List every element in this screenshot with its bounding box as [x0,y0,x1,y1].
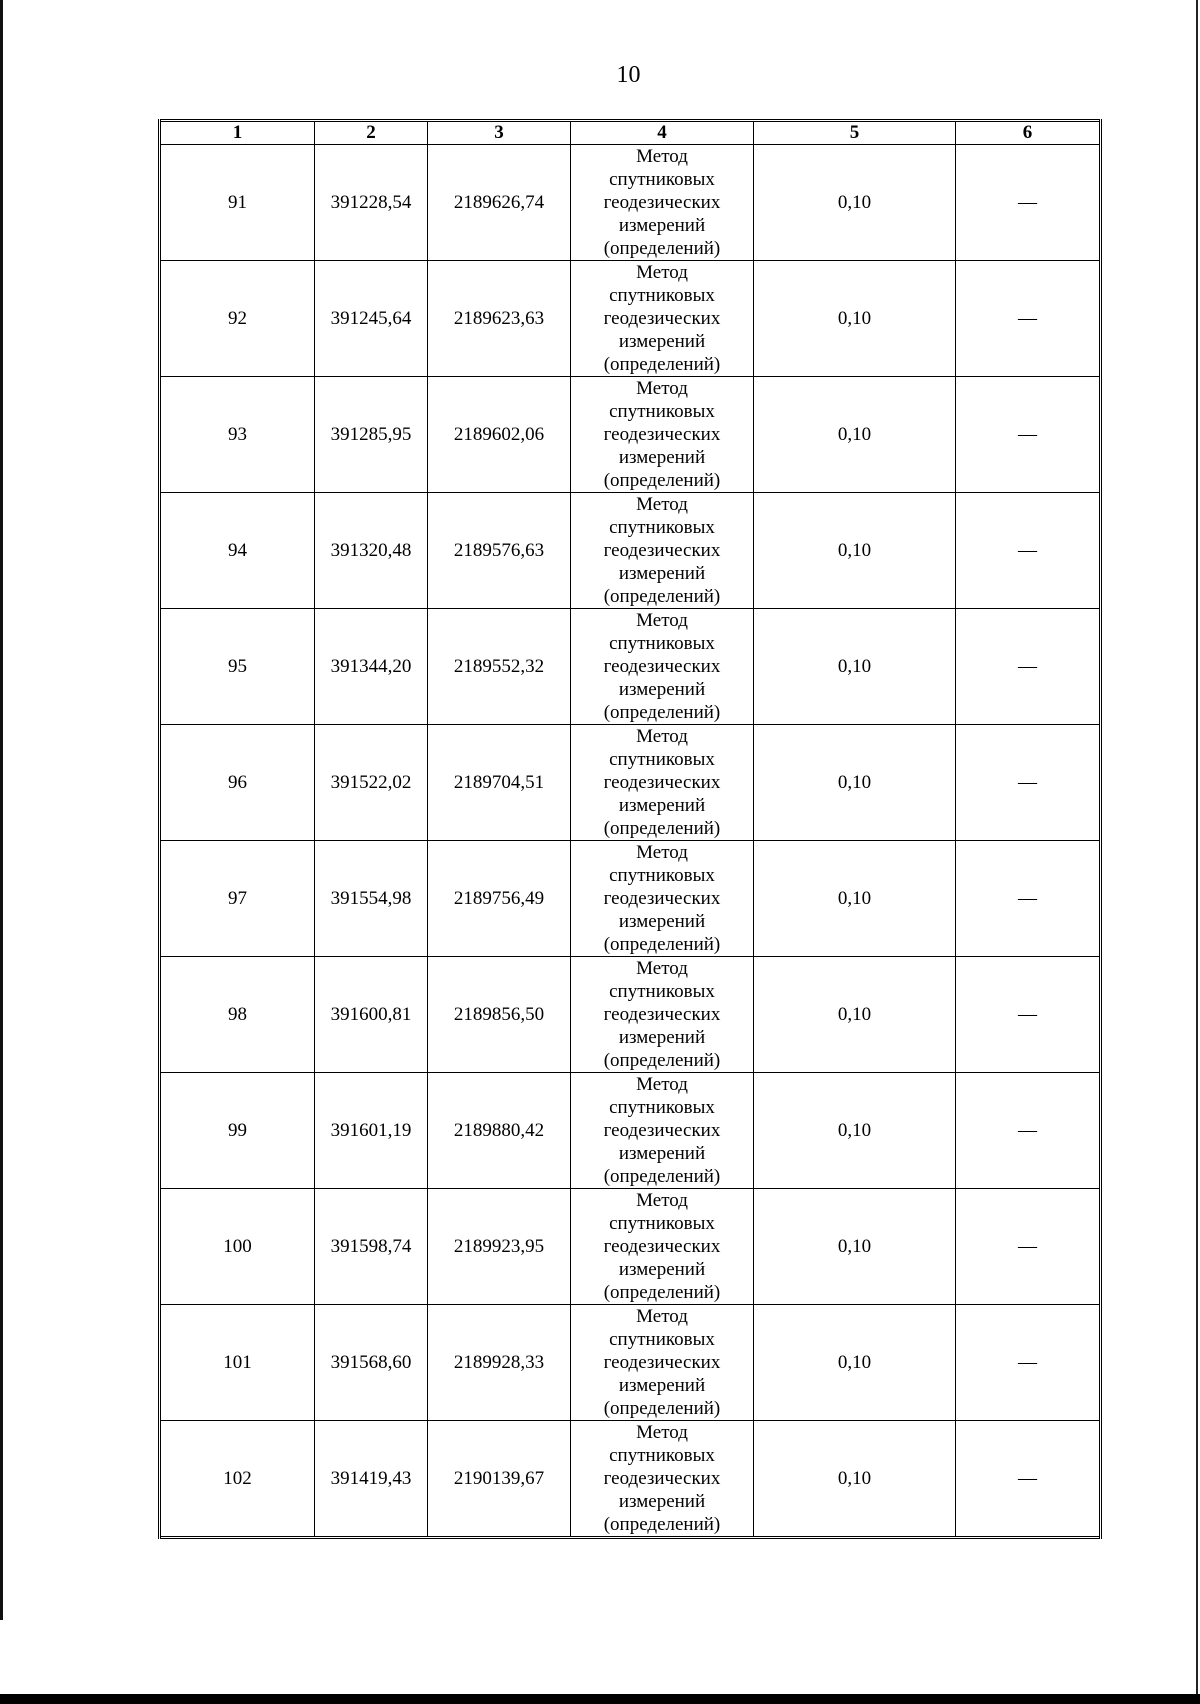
method-line: спутниковых [609,865,715,886]
point-number-cell: 100 [160,1189,315,1305]
method-line: Метод [636,146,688,167]
accuracy-cell: 0,10 [754,493,956,609]
table-row [160,261,1101,377]
header-col-1: 1 [160,121,315,145]
method-line: (определений) [603,238,721,259]
method-line: Метод [636,958,688,979]
y-coordinate-cell: 2189856,50 [428,957,571,1073]
method-line: измерений [618,1491,706,1512]
method-line: спутниковых [609,401,715,422]
method-line: геодезических [603,1004,721,1025]
method-cell [571,1189,754,1305]
x-coordinate-cell: 391245,64 [315,261,428,377]
method-line: Метод [636,1306,688,1327]
method-line: спутниковых [609,1329,715,1350]
note-cell: — [956,609,1101,725]
method-line: (определений) [603,1398,721,1419]
header-col-4: 4 [571,121,754,145]
table-header-row [160,121,1101,145]
table-row [160,841,1101,957]
point-number-cell: 101 [160,1305,315,1421]
y-coordinate-cell: 2189928,33 [428,1305,571,1421]
x-coordinate-cell: 391522,02 [315,725,428,841]
accuracy-cell: 0,10 [754,1421,956,1538]
method-line: спутниковых [609,749,715,770]
method-line: (определений) [603,586,721,607]
accuracy-cell: 0,10 [754,725,956,841]
scan-edge-right [1196,0,1198,1704]
header-col-3: 3 [428,121,571,145]
method-line: Метод [636,842,688,863]
method-line: измерений [618,447,706,468]
accuracy-cell: 0,10 [754,957,956,1073]
accuracy-cell: 0,10 [754,841,956,957]
table-row [160,1073,1101,1189]
method-line: (определений) [603,1282,721,1303]
method-line: спутниковых [609,1213,715,1234]
method-line: спутниковых [609,981,715,1002]
point-number-cell: 91 [160,145,315,261]
table-row [160,1421,1101,1538]
accuracy-cell: 0,10 [754,1189,956,1305]
point-number-cell: 93 [160,377,315,493]
method-line: геодезических [603,1352,721,1373]
method-line: (определений) [603,1050,721,1071]
method-line: спутниковых [609,169,715,190]
method-line: измерений [618,1259,706,1280]
method-line: измерений [618,1027,706,1048]
note-cell: — [956,261,1101,377]
table-row [160,1189,1101,1305]
y-coordinate-cell: 2189756,49 [428,841,571,957]
y-coordinate-cell: 2189602,06 [428,377,571,493]
method-cell [571,957,754,1073]
method-cell [571,261,754,377]
table-row [160,377,1101,493]
method-line: (определений) [603,702,721,723]
method-line: (определений) [603,934,721,955]
method-line: измерений [618,679,706,700]
method-line: геодезических [603,1468,721,1489]
accuracy-cell: 0,10 [754,1305,956,1421]
method-line: Метод [636,262,688,283]
y-coordinate-cell: 2189626,74 [428,145,571,261]
note-cell: — [956,957,1101,1073]
header-col-6: 6 [956,121,1101,145]
note-cell: — [956,841,1101,957]
method-line: (определений) [603,818,721,839]
table-row [160,725,1101,841]
method-line: спутниковых [609,285,715,306]
method-line: Метод [636,610,688,631]
y-coordinate-cell: 2189576,63 [428,493,571,609]
method-cell [571,1305,754,1421]
method-line: геодезических [603,540,721,561]
note-cell: — [956,1189,1101,1305]
method-line: геодезических [603,1236,721,1257]
table-row [160,1305,1101,1421]
point-number-cell: 94 [160,493,315,609]
x-coordinate-cell: 391228,54 [315,145,428,261]
method-line: спутниковых [609,633,715,654]
point-number-cell: 95 [160,609,315,725]
method-line: Метод [636,1074,688,1095]
method-line: (определений) [603,1514,721,1535]
method-line: геодезических [603,656,721,677]
method-line: геодезических [603,888,721,909]
method-line: геодезических [603,192,721,213]
x-coordinate-cell: 391419,43 [315,1421,428,1538]
table-row [160,145,1101,261]
point-number-cell: 98 [160,957,315,1073]
point-number-cell: 96 [160,725,315,841]
method-line: измерений [618,795,706,816]
table-body [160,145,1101,1538]
x-coordinate-cell: 391600,81 [315,957,428,1073]
accuracy-cell: 0,10 [754,1073,956,1189]
header-col-5: 5 [754,121,956,145]
accuracy-cell: 0,10 [754,145,956,261]
y-coordinate-cell: 2189704,51 [428,725,571,841]
method-cell [571,493,754,609]
note-cell: — [956,725,1101,841]
x-coordinate-cell: 391285,95 [315,377,428,493]
accuracy-cell: 0,10 [754,377,956,493]
y-coordinate-cell: 2189623,63 [428,261,571,377]
point-number-cell: 92 [160,261,315,377]
method-line: (определений) [603,354,721,375]
note-cell: — [956,377,1101,493]
note-cell: — [956,145,1101,261]
method-line: спутниковых [609,1445,715,1466]
method-line: измерений [618,1143,706,1164]
point-number-cell: 97 [160,841,315,957]
table-row [160,957,1101,1073]
method-cell [571,609,754,725]
method-line: измерений [618,1375,706,1396]
method-line: Метод [636,378,688,399]
table-row [160,609,1101,725]
method-cell [571,1073,754,1189]
header-col-2: 2 [315,121,428,145]
method-line: измерений [618,331,706,352]
page-number: 10 [616,62,641,88]
note-cell: — [956,1421,1101,1538]
x-coordinate-cell: 391554,98 [315,841,428,957]
accuracy-cell: 0,10 [754,261,956,377]
method-line: спутниковых [609,1097,715,1118]
y-coordinate-cell: 2190139,67 [428,1421,571,1538]
note-cell: — [956,1305,1101,1421]
method-line: геодезических [603,308,721,329]
method-line: геодезических [603,772,721,793]
method-line: (определений) [603,470,721,491]
method-line: Метод [636,726,688,747]
scan-edge-left [0,0,3,1620]
x-coordinate-cell: 391344,20 [315,609,428,725]
y-coordinate-cell: 2189552,32 [428,609,571,725]
method-cell [571,1421,754,1538]
note-cell: — [956,493,1101,609]
method-line: спутниковых [609,517,715,538]
method-line: геодезических [603,1120,721,1141]
method-line: Метод [636,1190,688,1211]
method-line: измерений [618,911,706,932]
method-cell [571,145,754,261]
method-line: Метод [636,1422,688,1443]
x-coordinate-cell: 391320,48 [315,493,428,609]
x-coordinate-cell: 391598,74 [315,1189,428,1305]
method-cell [571,725,754,841]
method-line: Метод [636,494,688,515]
x-coordinate-cell: 391568,60 [315,1305,428,1421]
accuracy-cell: 0,10 [754,609,956,725]
method-cell [571,377,754,493]
method-line: измерений [618,563,706,584]
point-number-cell: 102 [160,1421,315,1538]
method-line: (определений) [603,1166,721,1187]
table-row [160,493,1101,609]
coordinates-table [158,119,1102,1539]
method-line: измерений [618,215,706,236]
x-coordinate-cell: 391601,19 [315,1073,428,1189]
point-number-cell: 99 [160,1073,315,1189]
y-coordinate-cell: 2189880,42 [428,1073,571,1189]
method-cell [571,841,754,957]
scan-edge-bottom [0,1694,1200,1704]
y-coordinate-cell: 2189923,95 [428,1189,571,1305]
method-line: геодезических [603,424,721,445]
note-cell: — [956,1073,1101,1189]
